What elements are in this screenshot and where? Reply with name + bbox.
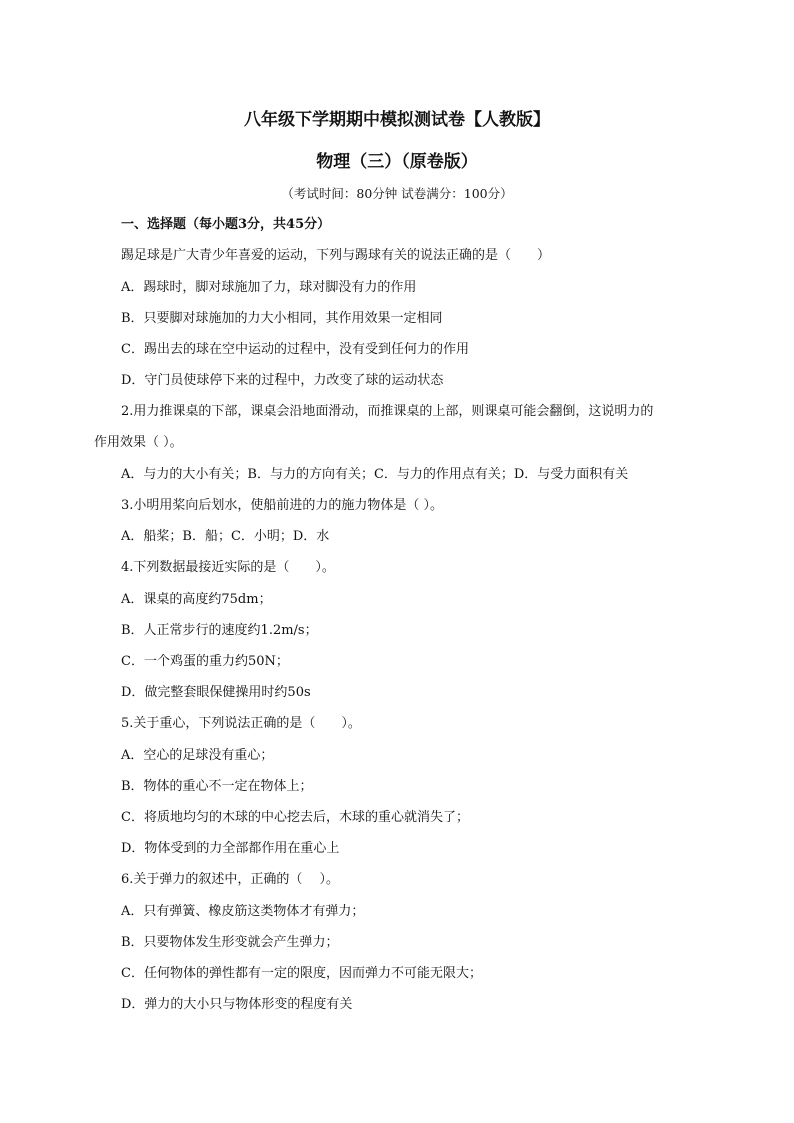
question-6-option-c: C．任何物体的弹性都有一定的限度，因而弹力不可能无限大； [121, 966, 482, 981]
question-5-option-d: D．物体受到的力全部都作用在重心上 [121, 841, 340, 856]
question-4-option-d: D．做完整套眼保健操用时约50s [121, 685, 311, 700]
question-1-stem: 踢足球是广大青少年喜爱的运动，下列与踢球有关的说法正确的是（ ） [121, 248, 551, 263]
question-1-option-c: C．踢出去的球在空中运动的过程中，没有受到任何力的作用 [121, 342, 469, 357]
question-5-option-a: A．空心的足球没有重心； [121, 748, 274, 763]
question-2-stem: 2.用力推课桌的下部，课桌会沿地面滑动，而推课桌的上部，则课桌可能会翻倒，这说明力的 [121, 404, 654, 419]
exam-title: 八年级下学期期中模拟测试卷【人教版】 [244, 110, 550, 130]
question-6-option-b: B．只要物体发生形变就会产生弹力； [121, 935, 339, 950]
question-6-option-d: D．弹力的大小只与物体形变的程度有关 [121, 997, 353, 1012]
question-3-stem: 3.小明用桨向后划水，使船前进的力的施力物体是（ ）。 [121, 498, 444, 513]
question-2-options: A．与力的大小有关；B．与力的方向有关；C．与力的作用点有关；D．与受力面积有关 [121, 467, 629, 482]
question-1-option-d: D．守门员使球停下来的过程中，力改变了球的运动状态 [121, 373, 444, 388]
question-1-option-a: A．踢球时，脚对球施加了力，球对脚没有力的作用 [121, 280, 417, 295]
question-2-stem-cont: 作用效果（ ）。 [94, 435, 183, 450]
exam-subtitle: 物理（三）（原卷版） [316, 152, 478, 172]
question-1-option-b: B．只要脚对球施加的力大小相同，其作用效果一定相同 [121, 311, 443, 326]
question-4-stem: 4.下列数据最接近实际的是（ ）。 [121, 560, 335, 575]
section-heading: 一、选择题（每小题3分，共45分） [121, 217, 331, 232]
question-4-option-c: C．一个鸡蛋的重力约50N； [121, 654, 289, 669]
question-6-stem: 6.关于弹力的叙述中，正确的（ ）。 [121, 872, 340, 887]
question-4-option-b: B．人正常步行的速度约1.2m/s； [121, 623, 318, 638]
question-5-stem: 5.关于重心，下列说法正确的是（ ）。 [121, 716, 361, 731]
question-4-option-a: A．课桌的高度约75dm； [121, 592, 272, 607]
question-3-options: A．船桨；B．船；C．小明；D．水 [121, 529, 330, 544]
question-5-option-c: C．将质地均匀的木球的中心挖去后，木球的重心就消失了； [121, 810, 469, 825]
question-5-option-b: B．物体的重心不一定在物体上； [121, 779, 313, 794]
question-6-option-a: A．只有弹簧、橡皮筋这类物体才有弹力； [121, 904, 365, 919]
exam-info: （考试时间：80分钟 试卷满分：100分） [281, 186, 513, 201]
